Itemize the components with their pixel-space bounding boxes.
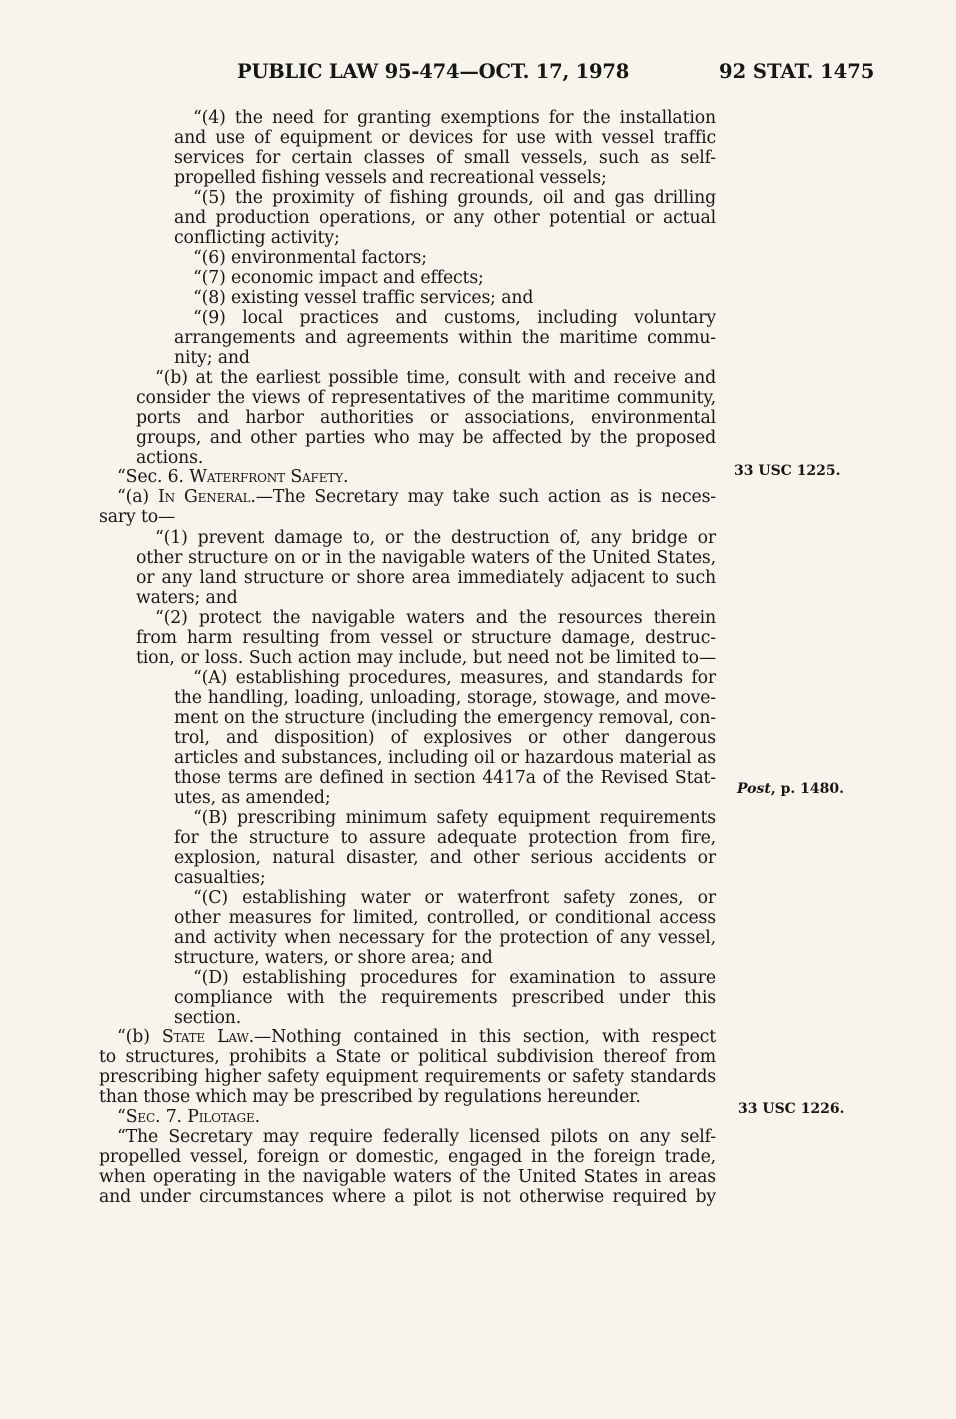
text-line: “(5) the proximity of fishing grounds, oil and gas drilling: [193, 188, 716, 208]
text-line: actions.: [136, 448, 204, 468]
text-line: “(D) establishing procedures for examination to assure: [193, 968, 716, 988]
text-line: prescribing higher safety equipment requirements or safety standards: [99, 1067, 716, 1087]
text-line: and production operations, or any other potential or actual: [174, 208, 716, 228]
text-line: for the structure to assure adequate protection from fire,: [174, 828, 716, 848]
text-line: “(A) establishing procedures, measures, and standards for: [193, 668, 716, 688]
text-line: groups, and other parties who may be affected by the proposed: [136, 428, 716, 448]
text-line: “(b) at the earliest possible time, consult with and receive and: [155, 368, 716, 388]
text-line: tion, or loss. Such action may include, but need not be limited to—: [136, 648, 716, 668]
text-line: “(a) In General.—The Secretary may take such action as is neces-: [117, 487, 716, 507]
text-line: ports and harbor authorities or associations, environmental: [136, 408, 716, 428]
small-caps-heading: 6. Waterfront Safety: [162, 467, 343, 487]
margin-note-post-word: Post: [737, 781, 771, 797]
text-line: “(7) economic impact and effects;: [193, 268, 484, 288]
text-line: nity; and: [174, 348, 250, 368]
text-line: section.: [174, 1008, 242, 1028]
text-line: and use of equipment or devices for use with vessel traffic: [174, 128, 716, 148]
text-line: “(9) local practices and customs, including voluntary: [193, 308, 716, 328]
text-line: compliance with the requirements prescribed under this: [174, 988, 716, 1008]
text-line: articles and substances, including oil or hazardous material as: [174, 748, 716, 768]
text-line: other measures for limited, controlled, or conditional access: [174, 908, 716, 928]
text-line: “(B) prescribing minimum safety equipment requirements: [193, 808, 716, 828]
text-line: “(6) environmental factors;: [193, 248, 427, 268]
page-header-title: PUBLIC LAW 95-474—OCT. 17, 1978: [237, 60, 630, 83]
text-line: sary to—: [99, 507, 176, 527]
text-line: ment on the structure (including the emergency removal, con-: [174, 708, 716, 728]
text-line: those terms are defined in section 4417a of the Revised Stat-: [174, 768, 716, 788]
margin-note-33-usc-1225: 33 USC 1225.: [734, 463, 841, 479]
text-line: “(b) State Law.—Nothing contained in this section, with respect: [117, 1027, 717, 1047]
text-line: “Sec. 6. Waterfront Safety.: [117, 467, 349, 487]
text-line: “(1) prevent damage to, or the destruction of, any bridge or: [155, 528, 716, 548]
page-header-stat: 92 STAT. 1475: [719, 60, 875, 83]
text-line: “(C) establishing water or waterfront safety zones, or: [193, 888, 716, 908]
text-line: and activity when necessary for the protection of any vessel,: [174, 928, 716, 948]
text-line: or any land structure or shore area immediately adjacent to such: [136, 568, 716, 588]
text-line: “Sec. 7. Pilotage.: [117, 1107, 260, 1127]
text-line: propelled vessel, foreign or domestic, engaged in the foreign trade,: [99, 1147, 716, 1167]
text-line: “(2) protect the navigable waters and the resources therein: [155, 608, 716, 628]
margin-note-33-usc-1226: 33 USC 1226.: [738, 1101, 845, 1117]
text-line: the handling, loading, unloading, storage, stowage, and move-: [174, 688, 716, 708]
text-line: “The Secretary may require federally licensed pilots on any self-: [117, 1127, 716, 1147]
text-line: other structure on or in the navigable waters of the United States,: [136, 548, 716, 568]
small-caps-heading: Sec. 7. Pilotage: [125, 1107, 255, 1127]
text-line: services for certain classes of small vessels, such as self-: [174, 148, 716, 168]
text-line: consider the views of representatives of the maritime community,: [136, 388, 716, 408]
text-line: arrangements and agreements within the maritime commu-: [174, 328, 716, 348]
text-line: trol, and disposition) of explosives or other dangerous: [174, 728, 716, 748]
text-line: and under circumstances where a pilot is not otherwise required by: [99, 1187, 716, 1207]
small-caps-heading: State Law: [161, 1027, 249, 1047]
text-line: structure, waters, or shore area; and: [174, 948, 493, 968]
text-line: casualties;: [174, 868, 266, 888]
text-line: “(4) the need for granting exemptions for the installation: [193, 108, 716, 128]
text-line: than those which may be prescribed by regulations hereunder.: [99, 1087, 641, 1107]
margin-note-post-p-1480: [737, 781, 844, 797]
text-line: waters; and: [136, 588, 238, 608]
text-line: propelled fishing vessels and recreational vessels;: [174, 168, 607, 188]
text-line: when operating in the navigable waters of the United States in areas: [99, 1167, 716, 1187]
text-line: from harm resulting from vessel or structure damage, destruc-: [136, 628, 716, 648]
small-caps-heading: In General: [158, 487, 251, 507]
margin-note-post-rest: , p. 1480.: [770, 781, 844, 797]
text-line: “(8) existing vessel traffic services; and: [193, 288, 534, 308]
text-line: to structures, prohibits a State or political subdivision thereof from: [99, 1047, 716, 1067]
text-line: utes, as amended;: [174, 788, 331, 808]
text-line: explosion, natural disaster, and other serious accidents or: [174, 848, 716, 868]
text-line: conflicting activity;: [174, 228, 340, 248]
